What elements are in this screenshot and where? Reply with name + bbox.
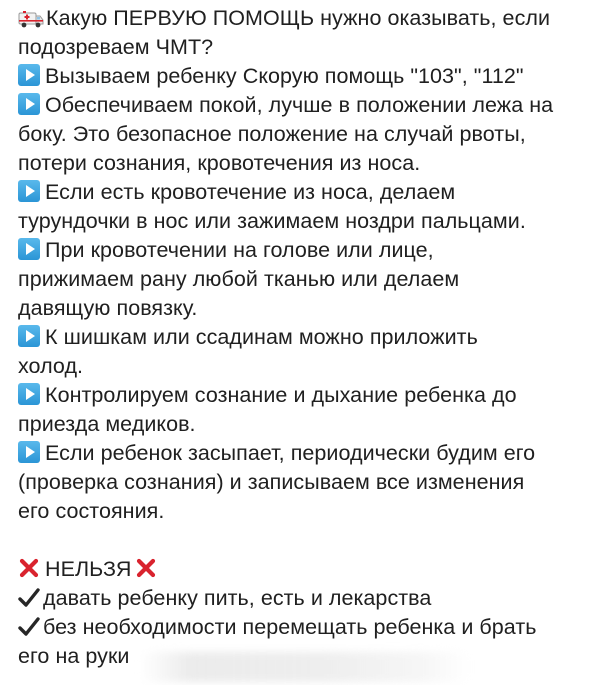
step-3-line-2: турундочки в нос или зажимаем ноздри пальцами.: [18, 209, 526, 233]
play-button-icon: [18, 93, 40, 115]
forbidden-item-2-line-2: его на руки: [18, 644, 130, 668]
step-5-line-2: холод.: [18, 354, 84, 378]
play-button-icon: [18, 383, 40, 405]
cross-mark-icon: [135, 557, 157, 579]
step-2-line-2: боку. Это безопасное положение на случай рвоты,: [18, 122, 526, 146]
step-7-line-1: Если ребенок засыпает, периодически будим его: [18, 439, 588, 468]
step-7-line-2: (проверка сознания) и записываем все изменения: [18, 470, 525, 494]
header-title-line-2: подозреваем ЧМТ?: [18, 35, 214, 59]
step-5-line-1: К шишкам или ссадинам можно приложить: [18, 323, 588, 352]
play-button-icon: [18, 441, 40, 463]
check-mark-icon: [18, 588, 40, 608]
header-title-line-1: Какую ПЕРВУЮ ПОМОЩЬ нужно оказывать, если: [46, 6, 551, 30]
play-button-icon: [18, 325, 40, 347]
step-3-line-1: Если есть кровотечение из носа, делаем: [18, 178, 588, 207]
check-mark-icon: [18, 617, 40, 637]
play-button-icon: [18, 64, 40, 86]
step-4-line-2: прижимаем рану любой тканью или делаем: [18, 267, 460, 291]
step-6-line-2: приезда медиков.: [18, 412, 196, 436]
forbidden-item-1-line-1: давать ребенку пить, есть и лекарства: [18, 584, 588, 613]
cross-mark-icon: [18, 557, 40, 579]
blurred-overlay: [140, 652, 470, 682]
play-button-icon: [18, 238, 40, 260]
step-4-line-1: При кровотечении на голове или лице,: [18, 236, 588, 265]
step-4-line-3: давящую повязку.: [18, 296, 198, 320]
paragraph-gap: [18, 526, 588, 555]
forbidden-title-line: [18, 555, 588, 584]
step-6-line-1: Контролируем сознание и дыхание ребенка до: [18, 381, 588, 410]
header-line-1: [18, 4, 588, 33]
step-1-line-1: Вызываем ребенку Скорую помощь "103", "112": [18, 62, 588, 91]
post-text: [18, 4, 588, 671]
forbidden-item-2-line-1: без необходимости перемещать ребенка и брать: [18, 613, 588, 642]
play-button-icon: [18, 180, 40, 202]
forbidden-title: НЕЛЬЗЯ: [45, 557, 132, 581]
ambulance-icon: [18, 7, 44, 29]
step-7-line-3: его состояния.: [18, 499, 165, 523]
step-2-line-1: Обеспечиваем покой, лучше в положении лежа на: [18, 91, 588, 120]
step-2-line-3: потери сознания, кровотечения из носа.: [18, 151, 421, 175]
